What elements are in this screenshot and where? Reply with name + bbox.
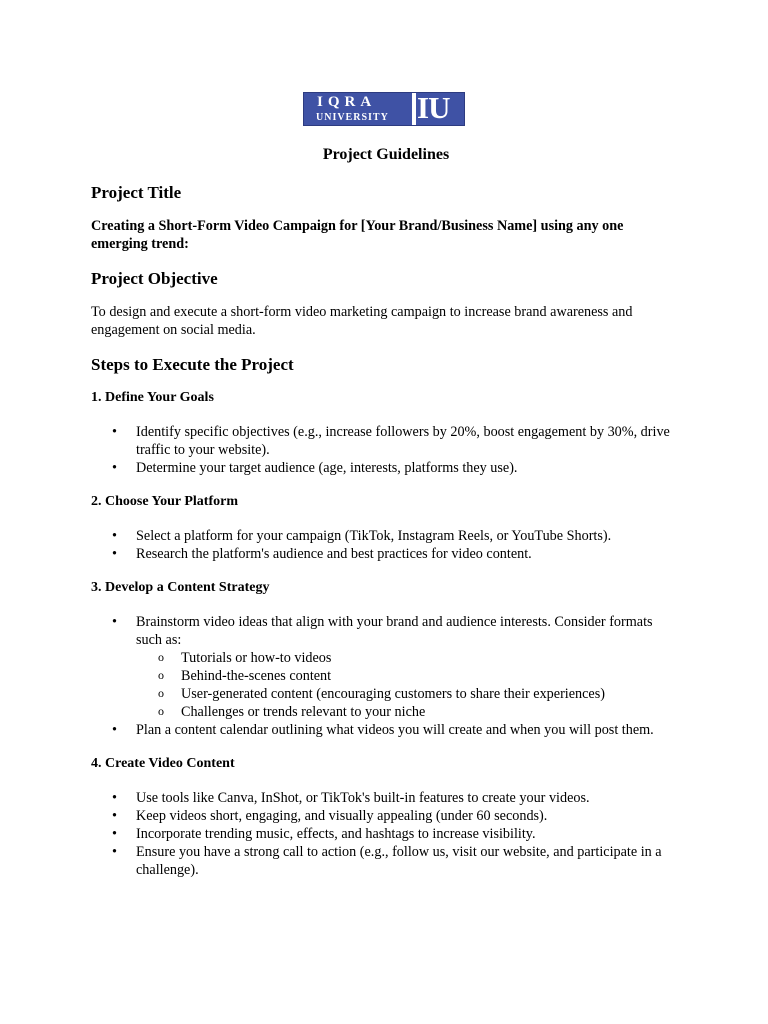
list-item: • Select a platform for your campaign (TikTok, Instagram Reels, or YouTube Shorts). [91, 527, 681, 545]
step-4-list [91, 789, 681, 879]
list-item-text: Brainstorm video ideas that align with your brand and audience interests. Consider formats such as: [136, 614, 653, 648]
sublist-item: o Behind-the-scenes content [136, 667, 681, 685]
project-title-heading: Project Title [91, 183, 182, 202]
steps-heading: Steps to Execute the Project [91, 355, 294, 374]
format-sublist [136, 649, 681, 721]
sublist-item: o Challenges or trends relevant to your niche [136, 703, 681, 721]
document-body [91, 145, 681, 895]
logo-text-university: UNIVERSITY [316, 112, 389, 123]
step-4-title: 4. Create Video Content [91, 756, 235, 771]
logo-mark-iu: IU [417, 90, 450, 125]
step-1-title: 1. Define Your Goals [91, 390, 214, 405]
step-3-title: 3. Develop a Content Strategy [91, 580, 270, 595]
list-item: • Plan a content calendar outlining what videos you will create and when you will post them. [91, 721, 681, 739]
project-objective-text: To design and execute a short-form video marketing campaign to increase brand awareness and engagement on social media. [91, 304, 633, 338]
sublist-item: o Tutorials or how-to videos [136, 649, 681, 667]
list-item: • Ensure you have a strong call to action (e.g., follow us, visit our website, and participate in a challenge). [91, 843, 681, 879]
step-2-list [91, 527, 681, 563]
list-item: • Research the platform's audience and best practices for video content. [91, 545, 681, 563]
document-title: Project Guidelines [322, 146, 450, 163]
logo-text-iqra: IQRA [317, 94, 377, 110]
university-logo [303, 92, 465, 126]
list-item: • Keep videos short, engaging, and visually appealing (under 60 seconds). [91, 807, 681, 825]
logo-divider [412, 93, 416, 125]
project-title-text: Creating a Short-Form Video Campaign for [Your Brand/Business Name] using any one emerging trend: [91, 218, 624, 252]
step-2-title: 2. Choose Your Platform [91, 494, 238, 509]
list-item: • Identify specific objectives (e.g., increase followers by 20%, boost engagement by 30%, drive traffic to your website). [91, 423, 681, 459]
project-objective-heading: Project Objective [91, 269, 218, 288]
list-item: • Determine your target audience (age, interests, platforms they use). [91, 459, 681, 477]
step-3-list [91, 613, 681, 739]
sublist-item: o User-generated content (encouraging customers to share their experiences) [136, 685, 681, 703]
list-item: • Use tools like Canva, InShot, or TikTok's built-in features to create your videos. [91, 789, 681, 807]
step-1-list [91, 423, 681, 477]
list-item: • Incorporate trending music, effects, and hashtags to increase visibility. [91, 825, 681, 843]
list-item [91, 613, 681, 721]
